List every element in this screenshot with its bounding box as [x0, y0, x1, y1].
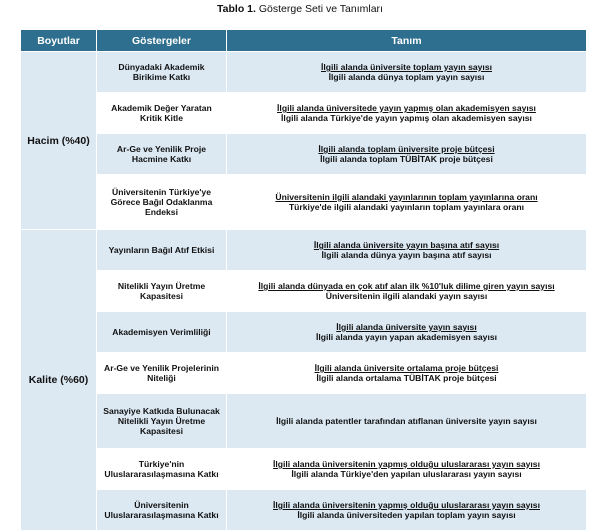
- denominator-text: İlgili alanda ortalama TÜBİTAK proje bütçesi: [316, 373, 497, 383]
- indicator-cell: Nitelikli Yayın Üretme Kapasitesi: [97, 271, 227, 312]
- denominator-text: İlgili alanda Türkiye'de yayın yapmış olan akademisyen sayısı: [281, 113, 532, 123]
- numerator-text: İlgili alanda üniversitenin yapmış olduğu uluslararası yayın sayısı: [273, 500, 540, 510]
- header-row: [21, 30, 587, 52]
- table-row: [21, 312, 587, 353]
- definition-cell: [227, 134, 587, 175]
- indicator-cell: Üniversitenin Türkiye'ye Görece Bağıl Odaklanma Endeksi: [97, 175, 227, 230]
- table-caption: [0, 0, 600, 18]
- table-row: [21, 175, 587, 230]
- denominator-text: Üniversitenin ilgili alandaki yayın sayısı: [325, 291, 488, 301]
- caption-label: Tablo 1.: [217, 3, 256, 15]
- denominator-text: İlgili alanda üniversiteden yapılan toplam yayın sayısı: [297, 510, 516, 520]
- table-row: [21, 93, 587, 134]
- numerator-text: İlgili alanda üniversite ortalama proje bütçesi: [314, 363, 499, 373]
- denominator-text: Türkiye'de ilgili alandaki yayınların toplam yayınlara oranı: [288, 202, 525, 212]
- definition-text: İlgili alanda patentler tarafından atıflanan üniversite yayın sayısı: [276, 416, 537, 426]
- numerator-text: İlgili alanda üniversite yayın başına atıf sayısı: [313, 240, 500, 250]
- indicator-cell: Akademik Değer Yaratan Kritik Kitle: [97, 93, 227, 134]
- table-row: [21, 271, 587, 312]
- numerator-text: Üniversitenin ilgili alandaki yayınlarının toplam yayınlarına oranı: [275, 192, 538, 202]
- definition-cell: [227, 93, 587, 134]
- definition-cell: [227, 175, 587, 230]
- header-indicators: Göstergeler: [97, 30, 227, 52]
- table-row: [21, 490, 587, 531]
- definition-cell: [227, 490, 587, 531]
- definition-cell: [227, 230, 587, 271]
- denominator-text: İlgili alanda Türkiye'den yapılan uluslararası yayın sayısı: [291, 469, 522, 479]
- definition-cell: [227, 449, 587, 490]
- numerator-text: İlgili alanda üniversite toplam yayın sayısı: [321, 62, 492, 72]
- header-definition: Tanım: [227, 30, 587, 52]
- table-row: [21, 134, 587, 175]
- denominator-text: İlgili alanda dünya yayın başına atıf sayısı: [321, 250, 492, 260]
- table-row: [21, 230, 587, 271]
- indicator-cell: Üniversitenin Uluslararasılaşmasına Katkı: [97, 490, 227, 531]
- numerator-text: İlgili alanda üniversitede yayın yapmış olan akademisyen sayısı: [277, 103, 536, 113]
- indicator-cell: Türkiye'nin Uluslararasılaşmasına Katkı: [97, 449, 227, 490]
- numerator-text: İlgili alanda dünyada en çok atıf alan ilk %10'luk dilime giren yayın sayısı: [258, 281, 555, 291]
- table-row: [21, 449, 587, 490]
- dimension-cell: Kalite (%60): [21, 230, 97, 531]
- indicator-cell: Akademisyen Verimliliği: [97, 312, 227, 353]
- definition-cell: [227, 271, 587, 312]
- denominator-text: İlgili alanda dünya toplam yayın sayısı: [328, 72, 485, 82]
- denominator-text: İlgili alanda toplam TÜBİTAK proje bütçesi: [320, 154, 493, 164]
- numerator-text: İlgili alanda toplam üniversite proje bütçesi: [318, 144, 495, 154]
- definition-cell: [227, 52, 587, 93]
- table-row: [21, 394, 587, 449]
- header-dimensions: Boyutlar: [21, 30, 97, 52]
- indicator-cell: Dünyadaki Akademik Birikime Katkı: [97, 52, 227, 93]
- indicator-cell: Ar-Ge ve Yenilik Proje Hacmine Katkı: [97, 134, 227, 175]
- indicator-cell: Yayınların Bağıl Atıf Etkisi: [97, 230, 227, 271]
- table-row: [21, 52, 587, 93]
- definition-cell: [227, 394, 587, 449]
- numerator-text: İlgili alanda üniversite yayın sayısı: [336, 322, 477, 332]
- table-row: [21, 353, 587, 394]
- definition-cell: [227, 312, 587, 353]
- caption-text: Gösterge Seti ve Tanımları: [255, 3, 383, 15]
- dimension-cell: Hacim (%40): [21, 52, 97, 230]
- numerator-text: İlgili alanda üniversitenin yapmış olduğu uluslararası yayın sayısı: [273, 459, 540, 469]
- indicator-cell: Sanayiye Katkıda Bulunacak Nitelikli Yayın Üretme Kapasitesi: [97, 394, 227, 449]
- indicator-cell: Ar-Ge ve Yenilik Projelerinin Niteliği: [97, 353, 227, 394]
- denominator-text: İlgili alanda yayın yapan akademisyen sayısı: [315, 332, 498, 342]
- indicator-table: [20, 29, 587, 531]
- definition-cell: [227, 353, 587, 394]
